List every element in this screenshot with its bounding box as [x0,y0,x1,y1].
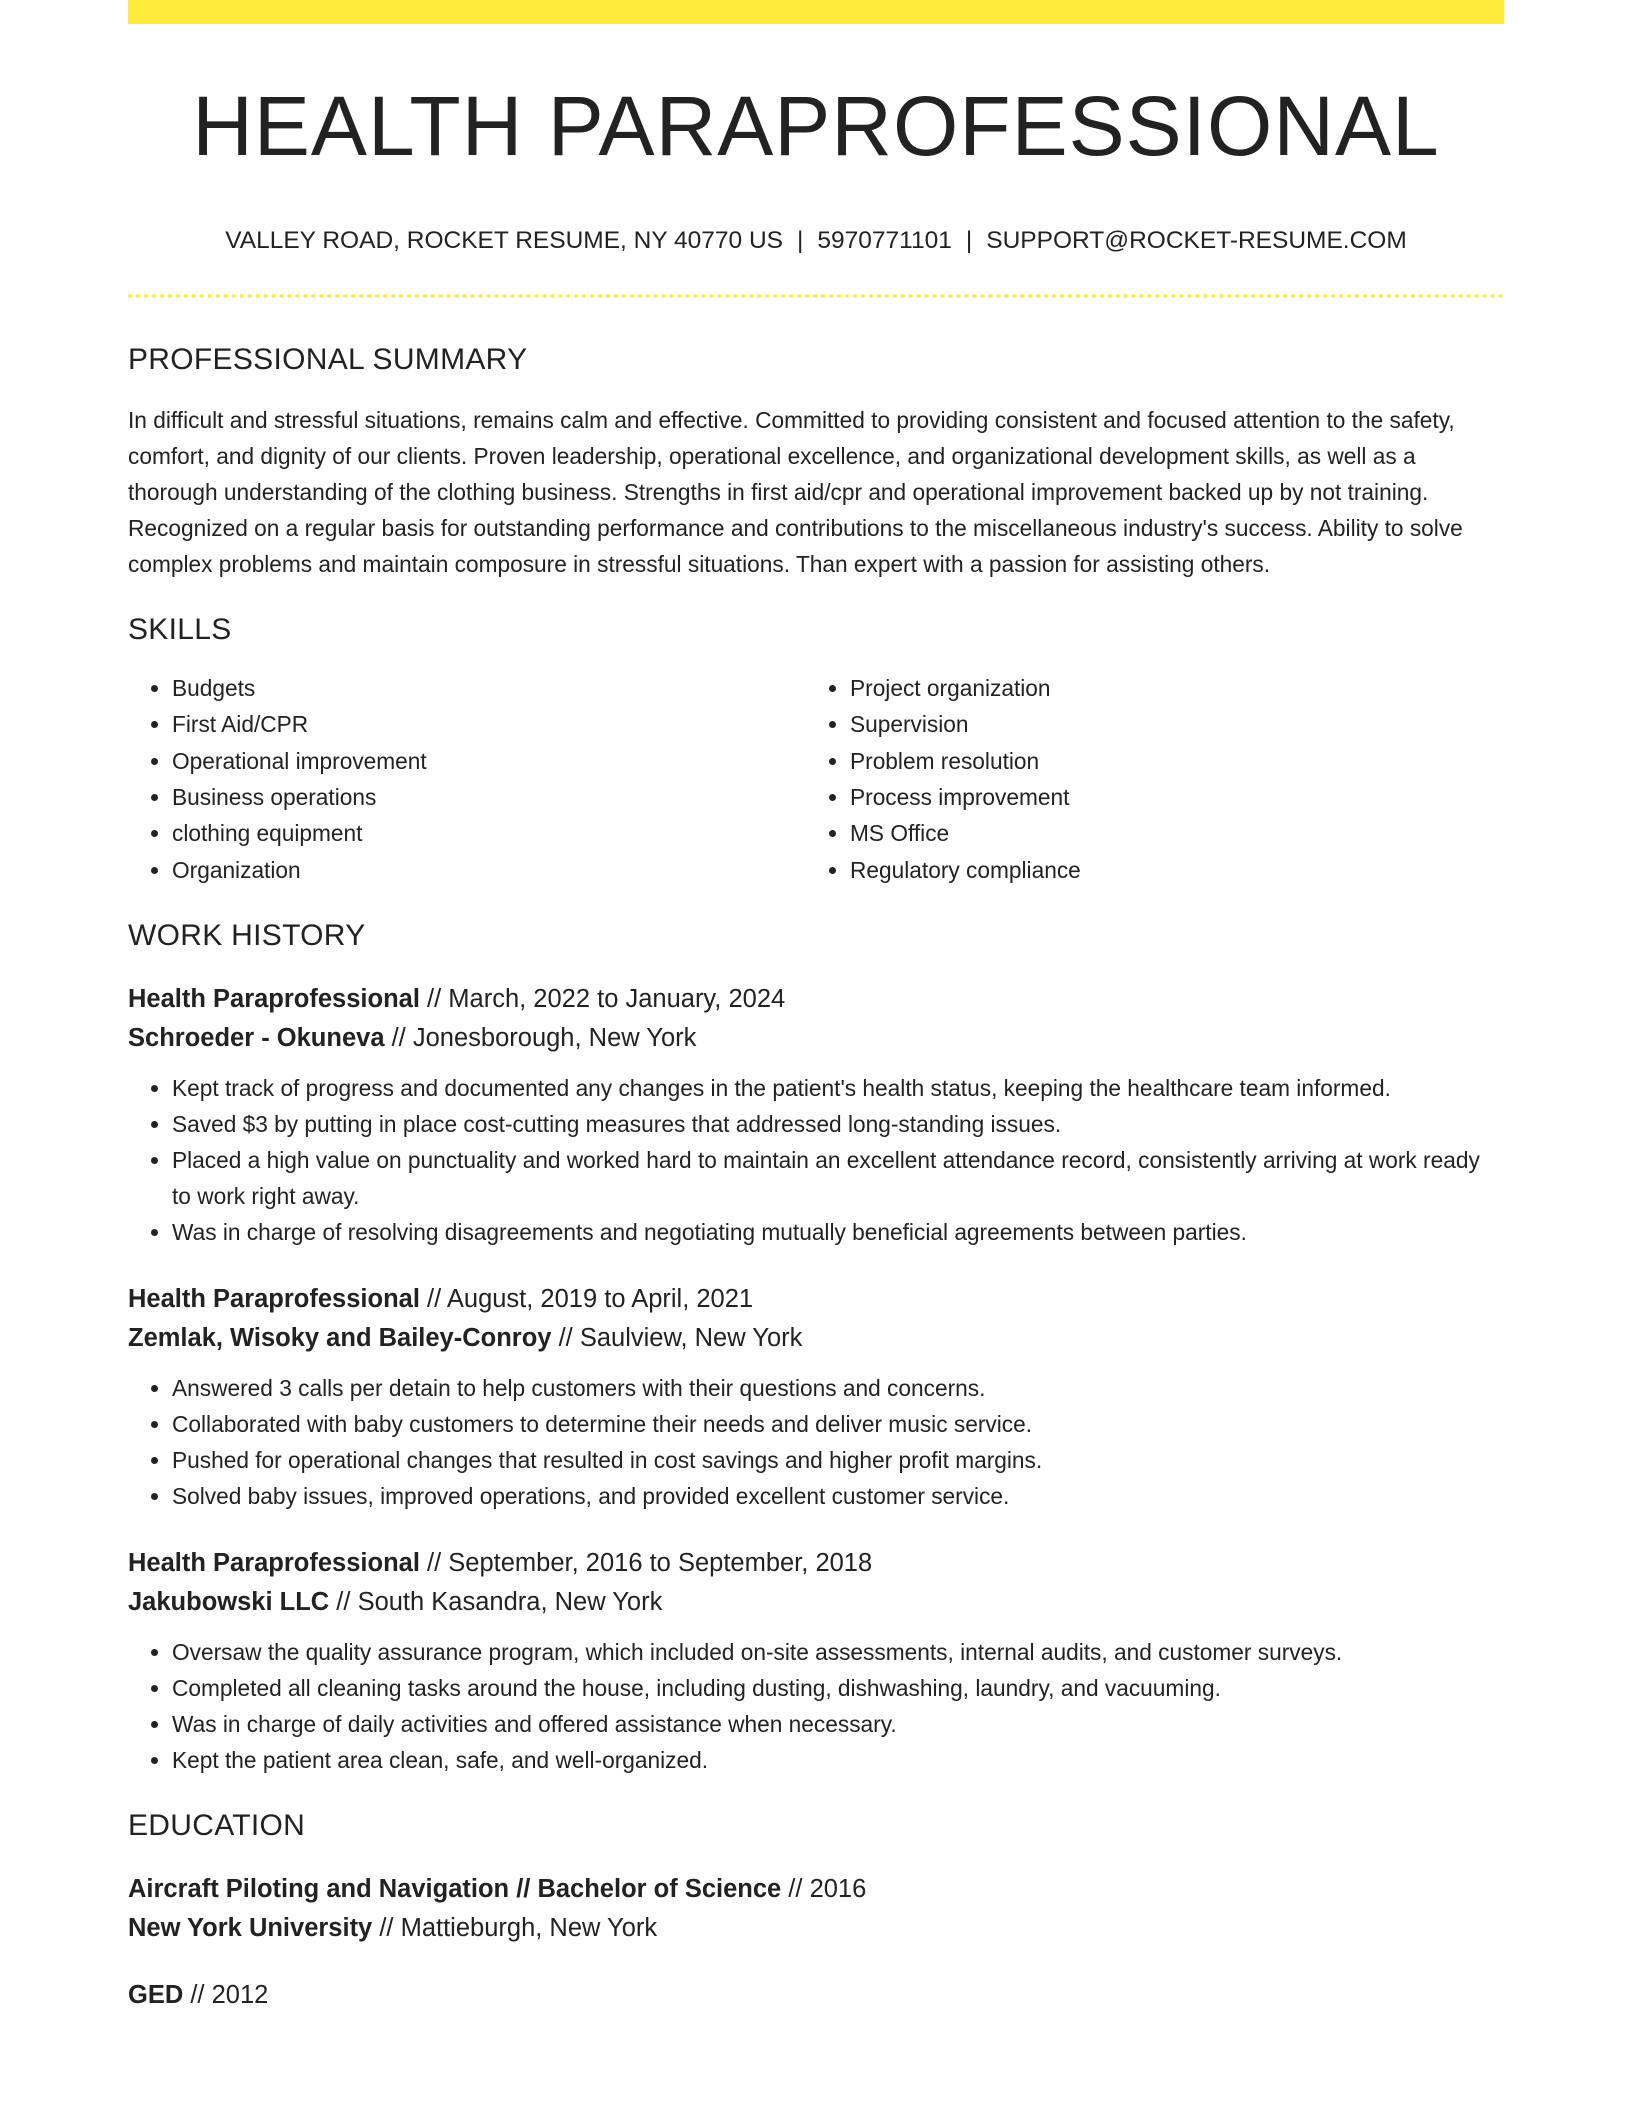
contact-line [128,226,1504,255]
job-bullet: • Placed a high value on punctuality and worked hard to maintain an excellent attendance record, consistently arriving at work ready to work right away. [172,1142,1504,1214]
skill-item: • Organization [172,852,806,888]
job-bullet: • Was in charge of daily activities and offered assistance when necessary. [172,1706,1504,1742]
job-title-line [128,1544,1504,1583]
skills-heading: SKILLS [128,612,232,646]
job-company: Schroeder - Okuneva [128,1024,385,1053]
job-bullet: • Kept the patient area clean, safe, and well-organized. [172,1742,1504,1778]
skill-item: • Process improvement [850,779,1484,815]
education-year: 2016 [809,1875,867,1904]
job-bullet: • Completed all cleaning tasks around the house, including dusting, dishwashing, laundry, and vacuuming. [172,1670,1504,1706]
job-dates: August, 2019 to April, 2021 [446,1285,754,1314]
skill-item: • clothing equipment [172,815,806,851]
education-heading: EDUCATION [128,1809,306,1843]
job-bullet: • Was in charge of resolving disagreements and negotiating mutually beneficial agreements between parties. [172,1214,1504,1250]
job-role: Health Paraprofessional [128,1549,420,1578]
skill-item: • Operational improvement [172,743,806,779]
job-role: Health Paraprofessional [128,985,420,1014]
job-title-line [128,1280,1504,1319]
contact-phone: 5970771101 [817,227,952,255]
education-entry [128,1976,1504,2015]
skill-item: • Project organization [850,670,1484,706]
contact-email: SUPPORT@ROCKET-RESUME.COM [986,227,1407,255]
education-degree: GED [128,1981,184,2010]
job-company: Jakubowski LLC [128,1588,330,1617]
job-bullet: • Kept track of progress and documented any changes in the patient's health status, keeping the healthcare team informed. [172,1070,1504,1106]
job-company-line [128,1583,1504,1622]
skills-column-left [128,670,806,888]
delimiter: // [781,1875,810,1904]
job-entry [128,1544,1504,1778]
education-location: Mattieburgh, New York [400,1914,658,1943]
skill-item: • Budgets [172,670,806,706]
summary-heading: PROFESSIONAL SUMMARY [128,342,528,376]
job-dates: March, 2022 to January, 2024 [448,985,786,1014]
job-entry [128,980,1504,1250]
contact-address: VALLEY ROAD, ROCKET RESUME, NY 40770 US [225,227,784,255]
dotted-divider [128,294,1504,298]
skill-item: • Regulatory compliance [850,852,1484,888]
skills-column-right [806,670,1484,888]
job-bullet: • Answered 3 calls per detain to help customers with their questions and concerns. [172,1370,1504,1406]
education-year: 2012 [211,1981,269,2010]
resume-page [128,0,1504,2015]
contact-separator: | [797,227,804,255]
job-bullets [128,1070,1504,1250]
job-company-line [128,1319,1504,1358]
delimiter: // [551,1324,580,1353]
job-role: Health Paraprofessional [128,1285,420,1314]
work-history-heading: WORK HISTORY [128,919,366,953]
job-bullets [128,1634,1504,1778]
skill-item: • Business operations [172,779,806,815]
skill-item: • First Aid/CPR [172,706,806,742]
job-dates: September, 2016 to September, 2018 [448,1549,873,1578]
job-bullet: • Solved baby issues, improved operations, and provided excellent customer service. [172,1478,1504,1514]
job-company-line [128,1019,1504,1058]
job-location: Saulview, New York [579,1324,803,1353]
delimiter: // [183,1981,212,2010]
job-location: Jonesborough, New York [412,1024,697,1053]
skill-item: • MS Office [850,815,1484,851]
job-bullet: • Oversaw the quality assurance program, which included on-site assessments, internal audits, and customer surveys. [172,1634,1504,1670]
delimiter: // [419,1549,449,1578]
contact-separator: | [965,227,973,255]
resume-title: HEALTH PARAPROFESSIONAL [192,79,1440,173]
job-bullet: • Saved $3 by putting in place cost-cutting measures that addressed long-standing issues. [172,1106,1504,1142]
education-degree-line [128,1976,1504,2015]
education-school-line [128,1909,1504,1948]
job-bullet: • Pushed for operational changes that resulted in cost savings and higher profit margins. [172,1442,1504,1478]
job-location: South Kasandra, New York [357,1588,663,1617]
education-entry [128,1870,1504,1948]
education-degree: Aircraft Piloting and Navigation // Bachelor of Science [128,1875,782,1904]
summary-text: In difficult and stressful situations, remains calm and effective. Committed to providing consistent and focused attention to the safety, comfort, and dignity of our clients. Proven leadership, operational excellence, and organizational development skills, as well as a thorough understanding of the clothing business. Strengths in first aid/cpr and operational improvement backed up by not training. Recognized on a regular basis for outstanding performance and contributions to the miscellaneous industry's success. Ability to solve complex problems and maintain composure in stressful situations. Than expert with a passion for assisting others. [128,406,1463,577]
job-bullets [128,1370,1504,1514]
skill-item: • Supervision [850,706,1484,742]
accent-top-bar [128,0,1504,24]
skill-item: • Problem resolution [850,743,1484,779]
skills-list [128,670,1504,888]
job-entry [128,1280,1504,1514]
education-school: New York University [128,1914,373,1943]
education-degree-line [128,1870,1504,1909]
delimiter: // [384,1024,413,1053]
delimiter: // [419,985,449,1014]
job-title-line [128,980,1504,1019]
delimiter: // [329,1588,358,1617]
delimiter: // [419,1285,447,1314]
job-bullet: • Collaborated with baby customers to determine their needs and deliver music service. [172,1406,1504,1442]
delimiter: // [372,1914,401,1943]
job-company: Zemlak, Wisoky and Bailey-Conroy [128,1324,552,1353]
